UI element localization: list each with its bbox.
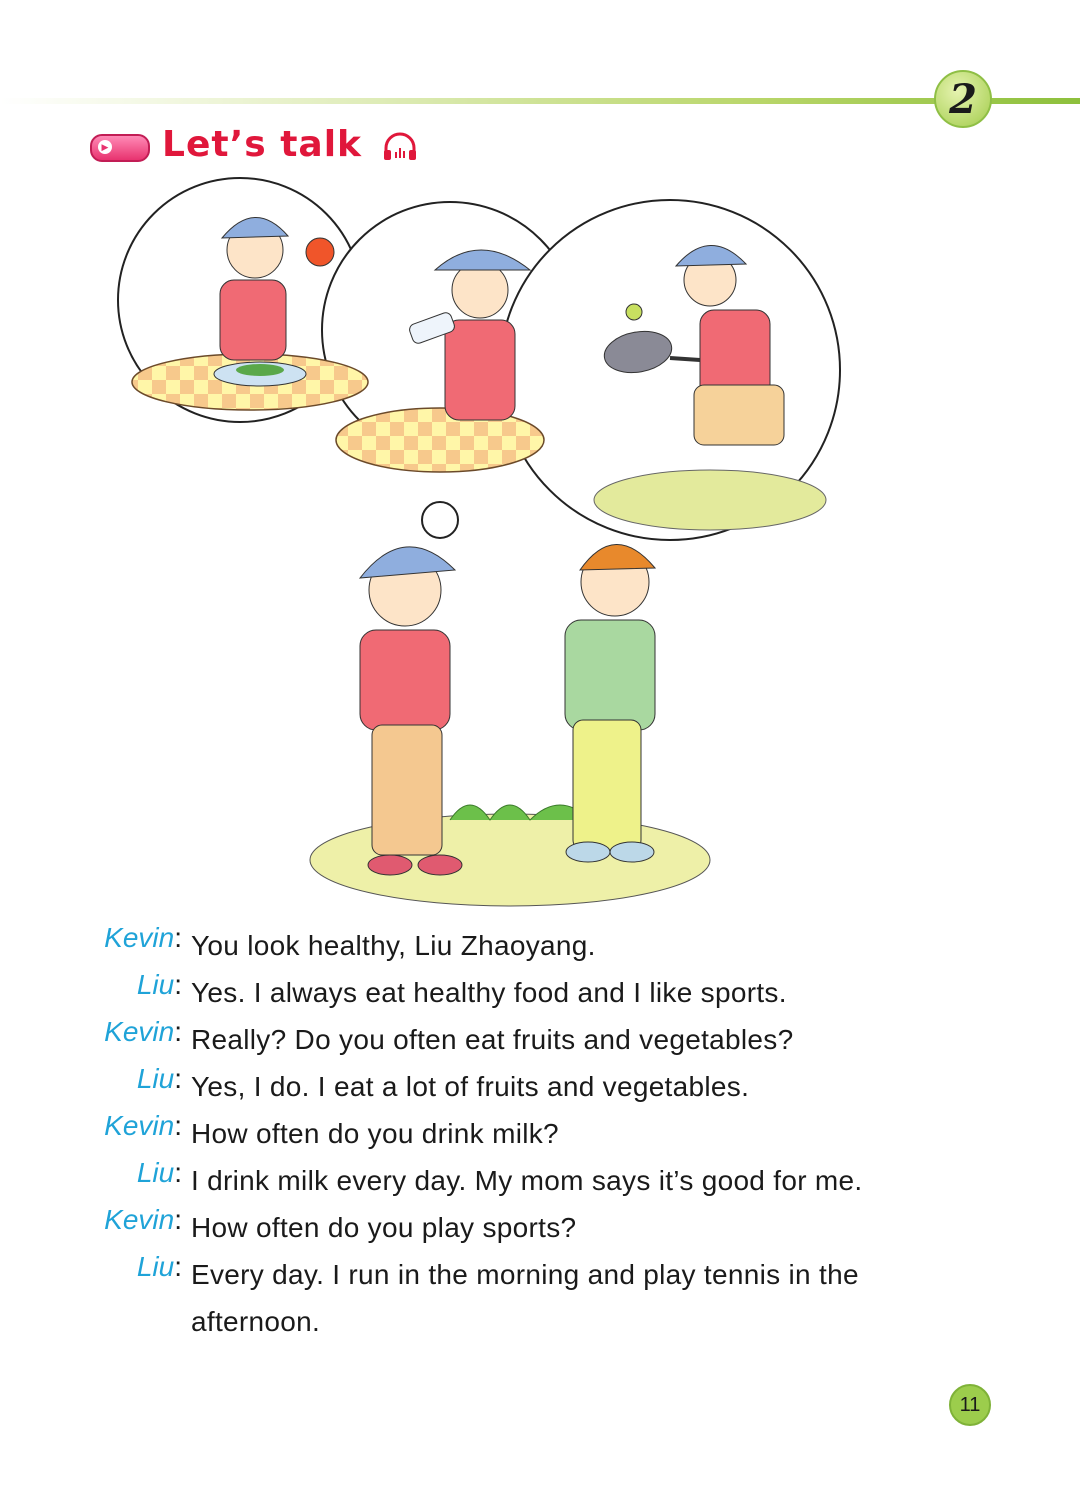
speaker-name: Kevin [104, 1110, 175, 1141]
speaker-name: Liu [136, 1063, 175, 1094]
play-pill-icon[interactable]: ▶ [90, 134, 150, 162]
page-number: 11 [949, 1384, 991, 1426]
utterance: You look healthy, Liu Zhaoyang. [191, 930, 596, 961]
illustration [110, 170, 870, 910]
utterance: Yes. I always eat healthy food and I like sports. [191, 977, 787, 1008]
speaker-name: Liu [136, 1251, 175, 1282]
speaker-name: Kevin [104, 1204, 175, 1235]
speaker-name: Kevin [104, 922, 175, 953]
utterance: Yes, I do. I eat a lot of fruits and vegetables. [191, 1071, 750, 1102]
dialogue-line: Liu: Yes, I do. I eat a lot of fruits and vegetables. [0, 1063, 1080, 1110]
dialogue-line: Kevin: Really? Do you often eat fruits and vegetables? [0, 1016, 1080, 1063]
utterance: How often do you drink milk? [191, 1118, 559, 1149]
speaker-name: Liu [136, 1157, 175, 1188]
utterance: Every day. I run in the morning and play tennis in the afternoon. [191, 1259, 859, 1337]
utterance: Really? Do you often eat fruits and vegetables? [191, 1024, 794, 1055]
speaker-name: Liu [136, 969, 175, 1000]
dialogue-line: Liu: Yes. I always eat healthy food and I like sports. [0, 969, 1080, 1016]
dialogue-line: Liu: I drink milk every day. My mom says it’s good for me. [0, 1157, 1080, 1204]
unit-number-badge: 2 [934, 70, 992, 128]
dialogue [0, 922, 1080, 1345]
utterance: I drink milk every day. My mom says it’s good for me. [191, 1165, 863, 1196]
header-rule [0, 98, 1080, 104]
section-title: Let’s talk [162, 124, 362, 165]
dialogue-line: Kevin: How often do you play sports? [0, 1204, 1080, 1251]
utterance: How often do you play sports? [191, 1212, 577, 1243]
dialogue-line: Kevin: You look healthy, Liu Zhaoyang. [0, 922, 1080, 969]
dialogue-line: Liu: Every day. I run in the morning and play tennis in the afternoon. [0, 1251, 1080, 1345]
dialogue-line: Kevin: How often do you drink milk? [0, 1110, 1080, 1157]
headphones-icon[interactable] [382, 132, 418, 162]
speaker-name: Kevin [104, 1016, 175, 1047]
